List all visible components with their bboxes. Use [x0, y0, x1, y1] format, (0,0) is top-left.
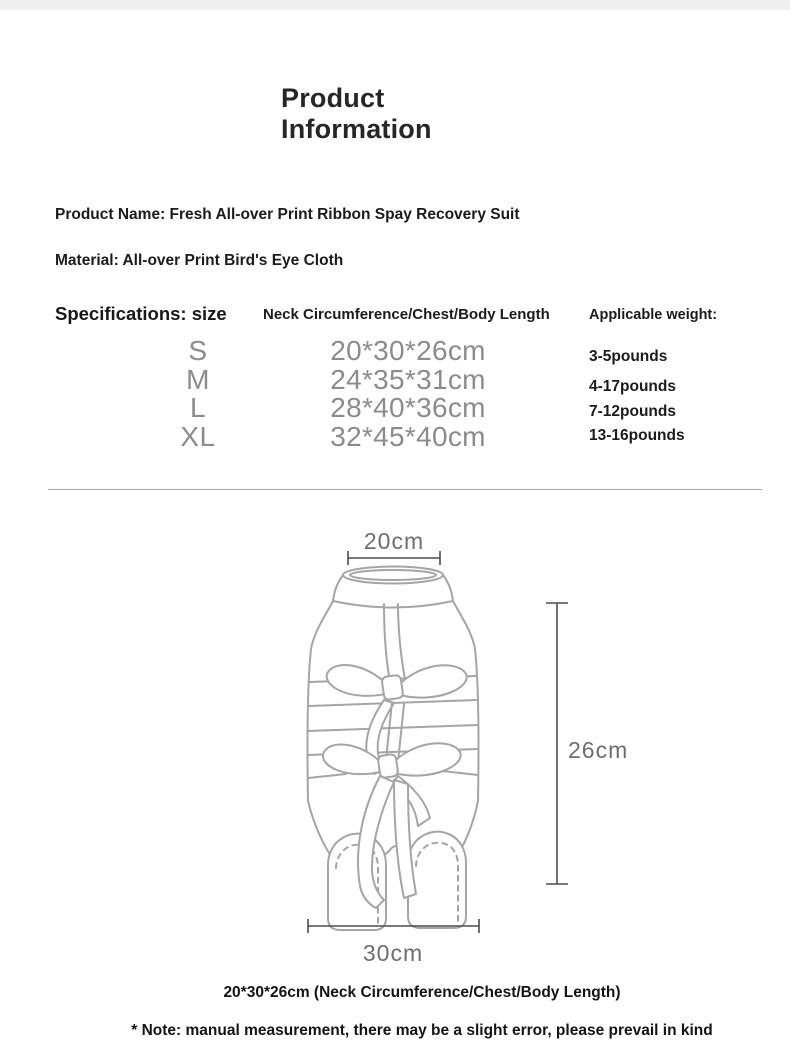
page-title-line2: Information: [281, 114, 432, 144]
weight-column: [589, 348, 685, 445]
bow2-knot: [378, 754, 399, 778]
neck-width-label: 20cm: [363, 528, 425, 554]
measure-value: 24*35*31cm: [330, 363, 486, 395]
section-divider: [48, 489, 762, 490]
page-title-line1: Product: [281, 83, 385, 113]
size-column: [160, 337, 236, 451]
chest-width-label: 30cm: [362, 940, 424, 966]
weight-value: 4-17pounds: [589, 378, 676, 395]
body-length-label: 26cm: [568, 737, 629, 763]
material-text: Material: All-over Print Bird's Eye Cloth: [55, 252, 344, 269]
recovery-suit-diagram: [280, 520, 640, 970]
suit-torso-outline: [307, 575, 478, 872]
size-diagram: [280, 520, 640, 970]
product-name-text: Product Name: Fresh All-over Print Ribbon Spay Recovery Suit: [55, 206, 520, 223]
measure-value: 32*45*40cm: [330, 420, 486, 452]
page-title: [281, 83, 432, 145]
diagram-dimensions-caption: 20*30*26cm (Neck Circumference/Chest/Body Length): [223, 984, 621, 1001]
size-value: L: [189, 392, 207, 423]
measure-column-header: Neck Circumference/Chest/Body Length: [263, 306, 550, 323]
measure-column: [330, 337, 486, 451]
measure-value: 20*30*26cm: [330, 335, 486, 366]
weight-value: 7-12pounds: [589, 403, 676, 420]
weight-value: 3-5pounds: [589, 348, 668, 365]
measure-value: 28*40*36cm: [330, 392, 486, 423]
size-value: XL: [180, 420, 216, 452]
weight-value: 13-16pounds: [589, 427, 685, 444]
weight-column-header: Applicable weight:: [589, 307, 718, 323]
measurement-note: * Note: manual measurement, there may be a slight error, please prevail in kind: [131, 1022, 713, 1039]
specifications-heading: Specifications: size: [55, 303, 227, 324]
size-value: M: [186, 363, 210, 395]
size-value: S: [188, 335, 208, 366]
top-gray-bar: [0, 0, 790, 10]
bow1-knot: [381, 675, 403, 700]
